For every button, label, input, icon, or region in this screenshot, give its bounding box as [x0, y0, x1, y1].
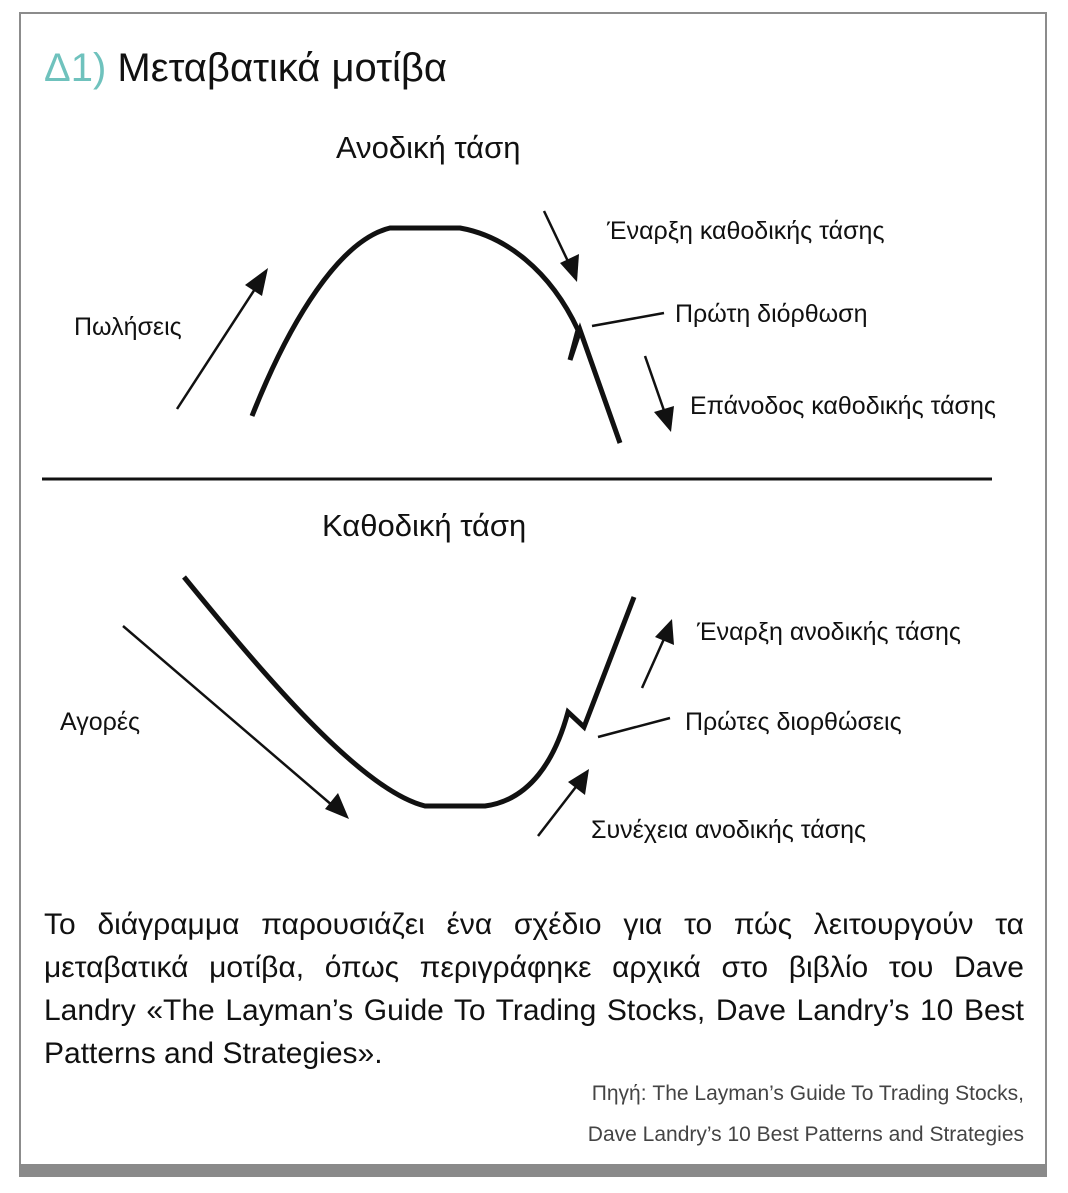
uptrend-start-arrowhead	[655, 619, 674, 645]
uptrend-start-label: Έναρξη ανοδικής τάσης	[697, 618, 961, 646]
figure-title: Μεταβατικά μοτίβα	[117, 46, 448, 90]
downtrend-title: Καθοδική τάση	[322, 508, 527, 543]
source-line-1: Πηγή: The Layman’s Guide To Trading Stocks,	[591, 1082, 1024, 1105]
uptrend-title: Ανοδική τάση	[336, 130, 521, 165]
figure-code: Δ1)	[44, 46, 107, 90]
selling-arrow	[177, 272, 266, 409]
uptrend-continue-label: Συνέχεια ανοδικής τάσης	[591, 816, 867, 844]
downtrend-resume-arrowhead	[654, 406, 674, 432]
downtrend-resume-label: Επάνοδος καθοδικής τάσης	[690, 392, 996, 420]
first-correction-label: Πρώτη διόρθωση	[675, 300, 868, 328]
first-correction-pointer	[592, 313, 664, 326]
first-corrections-label: Πρώτες διορθώσεις	[685, 708, 902, 736]
selling-arrowhead	[245, 268, 268, 296]
buying-arrowhead	[325, 793, 349, 819]
downtrend-price-curve	[184, 577, 634, 806]
source-line-2: Dave Landry’s 10 Best Patterns and Strategies	[587, 1123, 1024, 1146]
uptrend-price-curve	[252, 228, 620, 443]
first-corrections-pointer	[598, 718, 670, 737]
selling-label: Πωλήσεις	[74, 313, 182, 341]
downtrend-start-arrowhead	[560, 254, 579, 282]
downtrend-start-label: Έναρξη καθοδικής τάσης	[607, 217, 885, 245]
description-text: Το διάγραμμα παρουσιάζει ένα σχέδιο για το πώς λειτουργούν τα μεταβατικά μοτίβα, όπως περιγράφηκε αρχικά στο βιβλίο του Dave Landry «The Layman’s Guide To Trading Stocks, Dave Landry’s 10 Best Patterns and Strategies».	[44, 908, 1024, 1070]
buying-label: Αγορές	[60, 708, 141, 736]
